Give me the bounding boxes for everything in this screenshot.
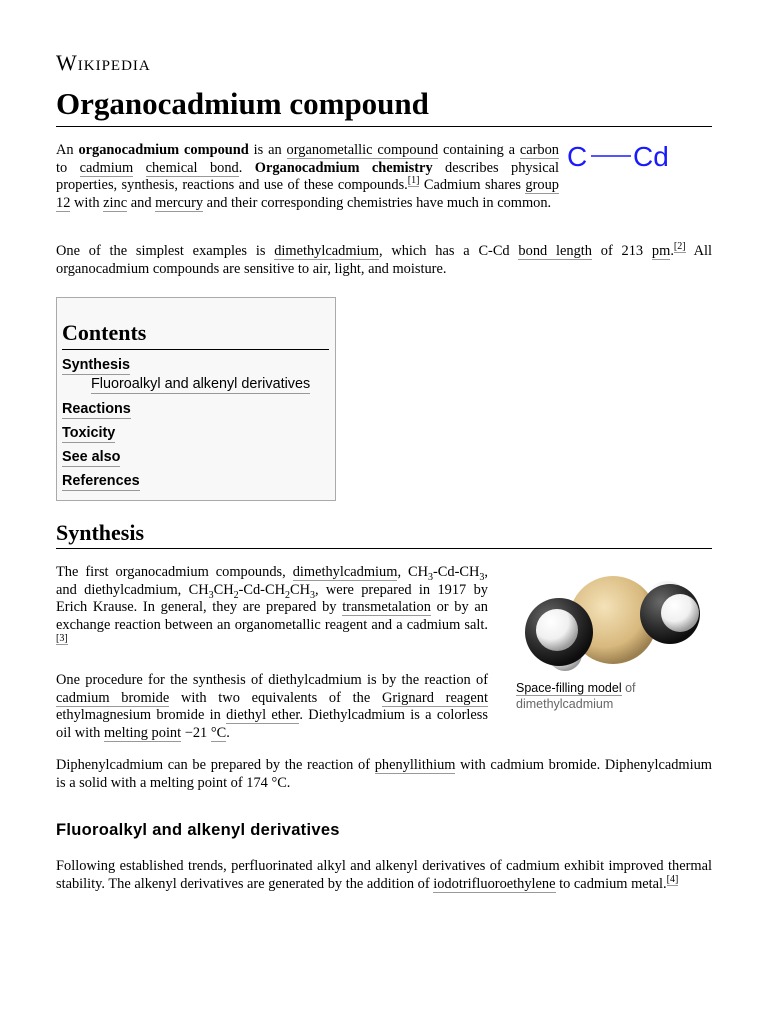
inline-link[interactable]: Grignard reagent [381, 689, 488, 706]
cadmium-symbol: Cd [633, 141, 669, 172]
hydrogen-atom [536, 609, 578, 651]
inline-link[interactable]: Space-filling model [516, 681, 622, 695]
citation-ref[interactable]: [1] [407, 175, 420, 187]
inline-link[interactable]: dimethylcadmium [274, 243, 379, 259]
text-run: with two equivalents of the [169, 689, 382, 706]
synthesis-paragraph-2 [56, 672, 488, 742]
inline-link[interactable]: zinc [103, 194, 128, 211]
inline-link[interactable]: pm [651, 243, 671, 259]
text-run: CH [289, 581, 310, 598]
wikipedia-wordmark[interactable]: Wikipedia [56, 50, 151, 75]
toc-item-references[interactable]: References [62, 473, 140, 489]
toc-item-synthesis[interactable]: Synthesis [62, 357, 130, 373]
hydrogen-atom [661, 594, 699, 632]
subsection-heading-fluoroalkyl: Fluoroalkyl and alkenyl derivatives [56, 821, 340, 839]
citation-ref[interactable]: [3] [56, 632, 68, 644]
subscript: 2 [284, 589, 290, 601]
text-run: −21 [181, 724, 211, 741]
inline-link[interactable]: bond length [518, 243, 592, 259]
text-run: containing a [438, 142, 520, 158]
inline-link[interactable]: melting point [103, 724, 182, 741]
synthesis-paragraph-3 [56, 757, 712, 792]
inline-link[interactable]: organometallic compound [286, 142, 439, 158]
text-run: with [70, 194, 104, 211]
fluoroalkyl-paragraph [56, 858, 712, 893]
text-run: . Diethylcadmium is a colorless oil with [56, 707, 489, 741]
text-run: , which has a C-Cd [378, 243, 519, 259]
subscript: 3 [309, 589, 315, 601]
text-run: describes physical properties, synthesis, reactions and use of these compounds. [56, 159, 559, 194]
text-run: Following established trends, perfluorinated alkyl and alkenyl derivatives of cadmium exhibit improved thermal stability. The alkenyl derivatives are generated by the addition of [56, 858, 712, 892]
text-run: Cadmium shares [419, 177, 526, 194]
text-run: and [127, 194, 156, 211]
inline-link[interactable]: phenyllithium [374, 757, 456, 773]
text-run: of dimethylcadmium [516, 681, 636, 711]
section-divider [56, 548, 712, 549]
inline-link[interactable]: transmetalation [342, 599, 431, 616]
intro-paragraph-1 [56, 142, 559, 212]
carbon-symbol: C [567, 141, 588, 172]
toc-item-reactions[interactable]: Reactions [62, 401, 131, 417]
text-run: . [226, 724, 230, 741]
text-run: , and diethylcadmium, CH [56, 564, 488, 598]
citation-ref[interactable]: [4] [666, 873, 679, 885]
toc-item-see-also[interactable]: See also [62, 449, 121, 465]
inline-link[interactable]: dimethylcadmium [292, 564, 398, 580]
toc-item-toxicity[interactable]: Toxicity [62, 425, 116, 441]
text-run: -Cd-CH [238, 581, 285, 598]
inline-link[interactable]: chemical bond [145, 159, 239, 176]
text-run: and their corresponding chemistries have much in common. [203, 194, 552, 211]
text-run: ethylmagnesium bromide in [56, 707, 227, 724]
text-run: , CH [397, 564, 429, 580]
figure-caption [516, 680, 706, 712]
section-heading-synthesis: Synthesis [56, 520, 145, 545]
text-run: One procedure for the synthesis of diethylcadmium is by the reaction of [56, 672, 488, 688]
toc-title: Contents [62, 320, 147, 345]
citation-ref[interactable]: [2] [673, 241, 686, 253]
text-run: is an [248, 142, 287, 158]
page-title: Organocadmium compound [56, 86, 429, 121]
intro-paragraph-2 [56, 243, 712, 278]
text-run: All organocadmium compounds are sensitive to air, light, and moisture. [56, 243, 712, 277]
inline-link[interactable]: °C [210, 724, 227, 741]
text-run: or by an exchange reaction between an organometallic reagent and a cadmium salt. [56, 599, 488, 633]
inline-link[interactable]: group 12 [56, 177, 559, 211]
text-run: of 213 [591, 243, 652, 259]
text-run: . [670, 243, 674, 259]
inline-link[interactable]: carbon [519, 142, 559, 158]
text-run: to cadmium metal. [555, 875, 667, 892]
subscript: 3 [208, 589, 214, 601]
table-of-contents [56, 297, 336, 501]
text-run: , were prepared in 1917 by Erich Krause. In general, they are prepared by [56, 581, 488, 616]
toc-item-fluoroalkyl[interactable]: Fluoroalkyl and alkenyl derivatives [91, 376, 311, 392]
inline-link[interactable]: cadmium bromide [56, 689, 170, 706]
text-run: CH [213, 581, 234, 598]
text-run: to [56, 159, 80, 176]
subscript: 3 [479, 571, 485, 583]
subscript: 3 [428, 571, 434, 583]
text-run: Diphenylcadmium can be prepared by the reaction of [56, 757, 375, 773]
bold-term: organocadmium compound [78, 142, 249, 158]
text-run: An [56, 142, 79, 158]
c-cd-bond-diagram [567, 138, 697, 178]
text-run [133, 160, 145, 176]
title-divider [56, 126, 712, 127]
text-run: The first organocadmium compounds, [56, 564, 293, 580]
bold-term: Organocadmium chemistry [254, 159, 433, 176]
text-run: -Cd-CH [433, 564, 480, 580]
inline-link[interactable]: mercury [155, 194, 204, 211]
inline-link[interactable]: diethyl ether [226, 707, 300, 724]
synthesis-paragraph-1 [56, 564, 488, 652]
text-run: with cadmium bromide. Diphenylcadmium is a solid with a melting point of 174 °C. [56, 757, 712, 791]
inline-link[interactable]: iodotrifluoroethylene [433, 875, 556, 892]
text-run: . [238, 159, 255, 176]
inline-link[interactable]: cadmium [79, 159, 134, 176]
text-run: One of the simplest examples is [56, 243, 275, 259]
toc-divider [62, 349, 329, 350]
subscript: 2 [233, 589, 239, 601]
